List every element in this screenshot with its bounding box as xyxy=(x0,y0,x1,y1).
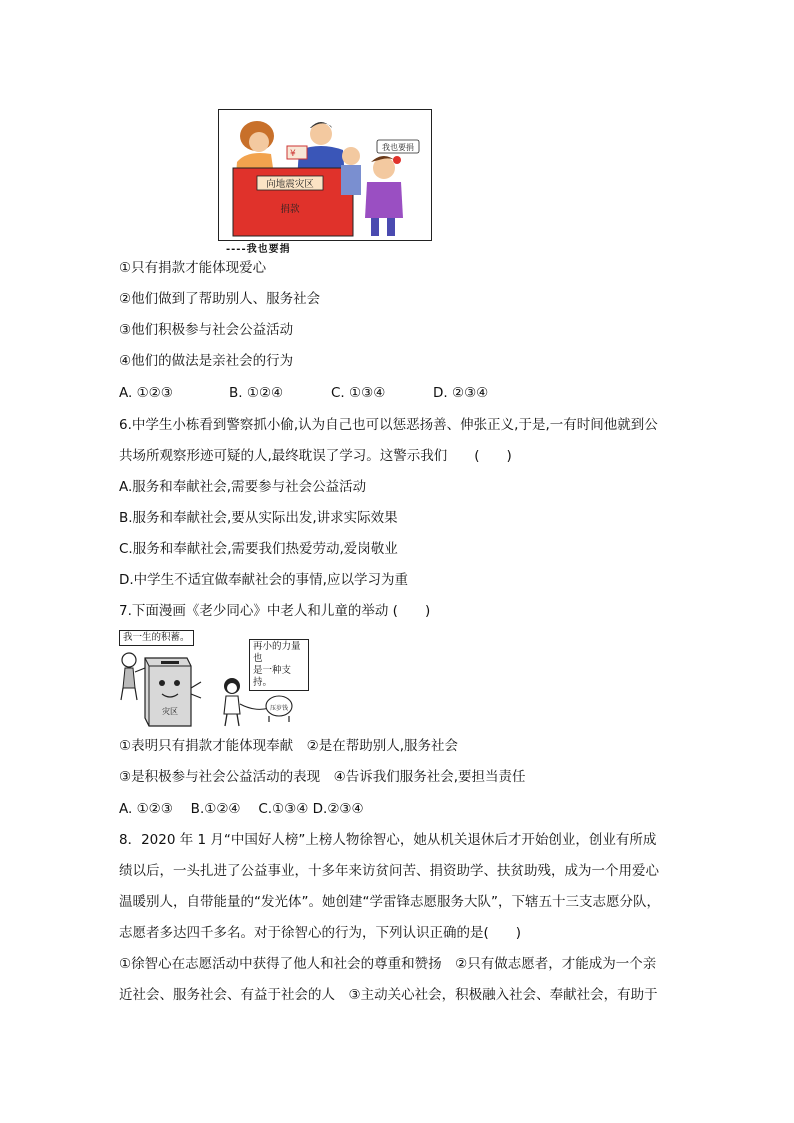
q5-option-a[interactable]: A. ①②③ xyxy=(119,385,173,401)
q7-statements-3-4: ③是积极参与社会公益活动的表现 ④告诉我们服务社会,要担当责任 xyxy=(119,769,526,785)
q7-statements-1-2: ①表明只有捐款才能体现奉献 ②是在帮助别人,服务社会 xyxy=(119,738,458,754)
box-label-1: 向地震灾区 xyxy=(266,179,314,190)
q8-line2: 绩以后，一头扎进了公益事业，十多年来访贫问苦、捐资助学、扶贫助残，成为一个用爱心 xyxy=(119,863,659,879)
q8-line3: 温暖别人，自带能量的“发光体”。她创建“学雷锋志愿服务大队”，下辖五十三支志愿分队， xyxy=(119,894,660,910)
q8-line1: 8．2020 年 1 月“中国好人榜”上榜人物徐智心，她从机关退休后才开始创业，创业有所成 xyxy=(119,832,657,848)
q5-statement-4: ④他们的做法是亲社会的行为 xyxy=(119,353,294,369)
q5-options xyxy=(119,384,488,402)
donation-cartoon xyxy=(219,110,431,240)
q5-statement-1: ①只有捐款才能体现爱心 xyxy=(119,260,267,276)
q5-statement-3: ③他们积极参与社会公益活动 xyxy=(119,322,294,338)
figure1-caption: ----我也要捐 xyxy=(226,244,291,255)
q6-stem-line1: 6.中学生小栋看到警察抓小偷,认为自己也可以惩恶扬善、伸张正义,于是,一有时间他就到公 xyxy=(119,417,658,433)
comic-bubble-child-line1: 再小的力量也 xyxy=(253,641,301,664)
q5-option-d[interactable]: D. ②③④ xyxy=(433,385,489,401)
comic-drawing xyxy=(117,628,317,728)
box-label-2: 捐款 xyxy=(280,204,300,215)
q5-statement-2: ②他们做到了帮助别人、服务社会 xyxy=(119,291,321,307)
figure1-bubble: 我也要捐 xyxy=(382,143,414,152)
q6-option-d[interactable]: D.中学生不适宜做奉献社会的事情,应以学习为重 xyxy=(119,572,408,588)
q8-line6: 近社会、服务社会、有益于社会的人 ③主动关心社会，积极融入社会、奉献社会，有助于 xyxy=(119,987,658,1003)
comic-piggy-label: 压岁钱 xyxy=(269,705,289,712)
q6-option-a[interactable]: A.服务和奉献社会,需要参与社会公益活动 xyxy=(119,479,367,495)
q8-line4: 志愿者多达四千多名。对于徐智心的行为，下列认识正确的是( ) xyxy=(119,925,522,941)
q7-stem: 7.下面漫画《老少同心》中老人和儿童的举动 ( ) xyxy=(119,603,431,619)
q6-option-b[interactable]: B.服务和奉献社会,要从实际出发,讲求实际效果 xyxy=(119,510,398,526)
q8-line5: ①徐智心在志愿活动中获得了他人和社会的尊重和赞扬 ②只有做志愿者，才能成为一个亲 xyxy=(119,956,657,972)
q6-stem-line2: 共场所观察形迹可疑的人,最终耽误了学习。这警示我们 ( ) xyxy=(119,448,512,464)
q5-option-b[interactable]: B. ①②④ xyxy=(229,385,284,401)
comic-box-label: 灾区 xyxy=(162,707,178,716)
comic-bubble-child-line2: 是一种支持。 xyxy=(253,665,292,688)
comic-bubble-elder: 我一生的积蓄。 xyxy=(119,630,194,646)
q6-option-c[interactable]: C.服务和奉献社会,需要我们热爱劳动,爱岗敬业 xyxy=(119,541,398,557)
svg-text:¥: ¥ xyxy=(290,149,296,159)
q7-options[interactable]: A. ①②③ B.①②④ C.①③④ D.②③④ xyxy=(119,801,364,817)
q5-option-c[interactable]: C. ①③④ xyxy=(331,385,386,401)
donation-illustration xyxy=(218,109,432,241)
comic-illustration xyxy=(117,628,317,728)
